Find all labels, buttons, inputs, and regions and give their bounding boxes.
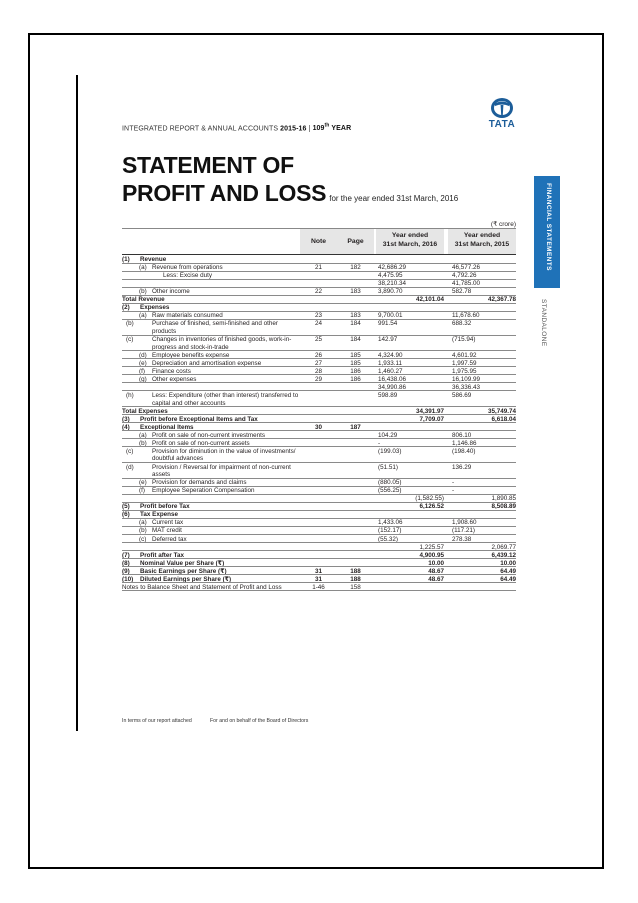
previous-year-detail: 688.32 — [452, 320, 472, 328]
previous-year-detail: 1,975.95 — [452, 367, 477, 375]
current-year-total: 34,391.97 — [415, 407, 444, 415]
row-number: (c) — [139, 535, 147, 543]
row-label-text: Employee Seperation Compensation — [152, 487, 255, 495]
note-cell: 31 — [314, 575, 322, 583]
table-row — [122, 576, 516, 584]
page-cell: 182 — [350, 264, 361, 272]
current-year-detail: 34,990.86 — [378, 383, 407, 391]
row-number: (a) — [139, 264, 147, 272]
previous-year-detail: (198.40) — [452, 447, 476, 455]
previous-year-detail: 582.78 — [452, 288, 472, 296]
row-label-text: Expenses — [140, 304, 170, 312]
note-cell: 29 — [314, 375, 322, 383]
current-year-detail: 104.29 — [378, 431, 398, 439]
previous-year-total: 8,508.89 — [491, 503, 516, 511]
report-header — [122, 123, 351, 132]
table-row — [122, 487, 516, 495]
row-label-text: Total Expenses — [122, 407, 168, 415]
row-number: (e) — [139, 359, 147, 367]
current-year-detail: 9,700.01 — [378, 312, 403, 320]
row-label-text: Basic Earnings per Share (₹) — [140, 567, 227, 575]
table-row — [122, 256, 516, 264]
table-row — [122, 432, 516, 440]
previous-year-detail: 1,997.59 — [452, 359, 477, 367]
header-edition-sup: th — [324, 123, 330, 129]
page-column-header: Page — [347, 238, 364, 245]
row-label-text: Profit on sale of non-current investments — [152, 431, 266, 439]
row-label — [122, 464, 302, 479]
previous-year-detail: 4,601.92 — [452, 351, 477, 359]
table-row — [122, 495, 516, 503]
row-number: (b) — [139, 527, 147, 535]
row-label-text: Employee benefits expense — [152, 351, 230, 359]
page-cell: 184 — [350, 320, 361, 328]
current-year-detail: 3,890.70 — [378, 288, 403, 296]
current-year-detail: 4,475.95 — [378, 272, 403, 280]
current-year-detail: (199.03) — [378, 447, 402, 455]
note-cell: 22 — [314, 288, 322, 296]
current-year-detail: (556.25) — [378, 487, 402, 495]
row-number: (b) — [126, 320, 134, 328]
current-year-total: 6,126.52 — [419, 503, 444, 511]
row-label-text: Revenue — [140, 256, 167, 263]
header-edition: 109 — [312, 125, 325, 133]
row-label-text: Current tax — [152, 519, 184, 527]
page-title-line2 — [122, 180, 458, 207]
row-label-text: Provision / Reversal for impairment of non-current assets — [152, 463, 291, 479]
previous-year-detail: 1,908.60 — [452, 519, 477, 527]
current-year-detail: 1,933.11 — [378, 359, 403, 367]
table-row — [122, 360, 516, 368]
table-row — [122, 464, 516, 479]
tata-logo-icon — [490, 97, 514, 119]
current-year-detail: 4,324.90 — [378, 351, 403, 359]
row-label-text: Profit before Exceptional Items and Tax — [140, 415, 258, 423]
current-year-detail: (880.05) — [378, 479, 402, 487]
note-cell: 25 — [314, 336, 322, 344]
row-label-text: Provision for demands and claims — [152, 479, 247, 487]
table-row — [122, 408, 516, 416]
row-label-text: Exceptional Items — [140, 423, 194, 431]
table-row — [122, 264, 516, 272]
previous-year-total: 64.49 — [500, 575, 516, 583]
row-label — [122, 448, 302, 463]
current-year-total: 10.00 — [428, 559, 444, 567]
row-label-text: Finance costs — [152, 367, 191, 375]
table-row — [122, 568, 516, 576]
row-number: (2) — [122, 304, 130, 312]
row-number: (b) — [139, 288, 147, 296]
current-year-detail: 1,433.06 — [378, 519, 403, 527]
row-label-text: Less: Excise duty — [163, 272, 212, 280]
row-number: (f) — [139, 367, 145, 375]
current-year-total: (1,582.55) — [415, 495, 444, 503]
previous-year-total: 42,367.78 — [487, 296, 516, 304]
page-cell: 188 — [350, 575, 361, 583]
row-label-text: Notes to Balance Sheet and Statement of Profit and Loss — [122, 583, 282, 591]
table-row — [122, 384, 516, 392]
page-title-line1: STATEMENT OF — [122, 152, 294, 178]
table-row — [122, 296, 516, 304]
current-year-detail: - — [378, 439, 381, 447]
row-label-text: Tax Expense — [140, 511, 179, 519]
row-number: (9) — [122, 567, 130, 575]
previous-year-detail: 1,146.86 — [452, 439, 477, 447]
row-number: (d) — [139, 351, 147, 359]
row-number: (1) — [122, 256, 130, 263]
table-row — [122, 544, 516, 552]
row-label — [122, 392, 302, 407]
row-number: (10) — [122, 575, 134, 583]
current-year-total: 42,101.04 — [415, 296, 444, 304]
table-row — [122, 536, 516, 544]
footnote-right: For and on behalf of the Board of Directors — [210, 718, 309, 724]
page-cell: 183 — [350, 312, 361, 320]
row-label-text: Deferred tax — [152, 535, 187, 543]
table-row — [122, 448, 516, 463]
table-row — [122, 288, 516, 296]
previous-year-total: 35,749.74 — [487, 407, 516, 415]
row-label — [122, 336, 302, 351]
page-cell: 185 — [350, 359, 361, 367]
previous-year-detail: (715.94) — [452, 336, 476, 344]
margin-line — [76, 75, 78, 731]
table-row — [122, 312, 516, 320]
table-row — [122, 416, 516, 424]
table-row — [122, 272, 516, 280]
table-row — [122, 336, 516, 351]
current-year-detail: (152.17) — [378, 527, 402, 535]
row-number: (g) — [139, 375, 147, 383]
current-year-header-line1: Year ended — [391, 232, 429, 239]
table-row — [122, 320, 516, 335]
note-cell: 21 — [314, 264, 322, 272]
row-number: (b) — [139, 439, 147, 447]
table-row — [122, 280, 516, 288]
row-label-text: Profit on sale of non-current assets — [152, 439, 250, 447]
previous-year-header-line2: 31st March, 2015 — [454, 241, 510, 248]
tata-logo — [484, 97, 520, 135]
table-row — [122, 392, 516, 407]
previous-year-total: 10.00 — [500, 559, 516, 567]
row-label-text: Nominal Value per Share (₹) — [140, 559, 225, 567]
row-label-text: Raw materials consumed — [152, 312, 223, 320]
page-cell: 183 — [350, 288, 361, 296]
note-cell: 23 — [314, 312, 322, 320]
page-cell: 158 — [350, 583, 361, 591]
row-number: (a) — [139, 519, 147, 527]
previous-year-total: 2,069.77 — [491, 543, 516, 551]
row-label-text: Purchase of finished, semi-finished and other products — [152, 320, 279, 335]
previous-year-header — [448, 231, 516, 249]
row-number: (a) — [139, 312, 147, 320]
current-year-detail: (51.51) — [378, 463, 398, 471]
table-row — [122, 376, 516, 384]
row-number: (a) — [139, 431, 147, 439]
side-tab-label: FINANCIAL STATEMENTS — [545, 183, 552, 271]
previous-year-detail: 586.69 — [452, 391, 472, 399]
previous-year-detail: 136.29 — [452, 463, 472, 471]
row-number: (e) — [139, 479, 147, 487]
row-label-text: Profit after Tax — [140, 551, 184, 559]
note-cell: 26 — [314, 351, 322, 359]
previous-year-detail: - — [452, 487, 455, 495]
table-row — [122, 304, 516, 312]
previous-year-detail: (117.21) — [452, 527, 475, 535]
row-number: (f) — [139, 487, 145, 495]
table-row — [122, 511, 516, 519]
current-year-detail: 42,686.29 — [378, 264, 407, 272]
table-row — [122, 352, 516, 360]
row-number: (5) — [122, 503, 130, 511]
note-cell: 1-46 — [312, 583, 325, 591]
table-row — [122, 368, 516, 376]
page-subtitle: for the year ended 31st March, 2016 — [329, 194, 459, 203]
row-label-text: Other income — [152, 288, 190, 296]
previous-year-detail: 4,792.26 — [452, 272, 477, 280]
note-cell: 24 — [314, 320, 322, 328]
current-year-header-line2: 31st March, 2016 — [382, 241, 438, 248]
header-separator: | — [306, 125, 313, 133]
note-cell: 31 — [314, 567, 322, 575]
logo-wordmark: TATA — [488, 119, 516, 130]
page-cell: 187 — [350, 423, 361, 431]
row-number: (4) — [122, 423, 130, 431]
row-label-text: MAT credit — [152, 527, 182, 535]
current-year-detail: 991.54 — [378, 320, 398, 328]
current-year-total: 4,900.95 — [419, 551, 444, 559]
row-label-text: Changes in inventories of finished goods, work-in-progress and stock-in-trade — [152, 336, 292, 351]
current-year-detail: (55.32) — [378, 535, 398, 543]
current-year-total: 48.67 — [428, 575, 444, 583]
page-cell: 185 — [350, 351, 361, 359]
previous-year-detail: 11,678.60 — [452, 312, 480, 320]
table-row — [122, 527, 516, 535]
current-year-total: 1,225.57 — [419, 543, 444, 551]
note-column-header: Note — [310, 238, 327, 245]
row-label-text: Total Revenue — [122, 296, 165, 304]
row-number: (6) — [122, 511, 130, 519]
row-label — [122, 320, 302, 335]
page-title-main: PROFIT AND LOSS — [122, 180, 327, 206]
current-year-total: 7,709.07 — [419, 415, 444, 423]
row-label-text: Other expenses — [152, 375, 197, 383]
standalone-label: STANDALONE — [540, 299, 547, 347]
table-row — [122, 560, 516, 568]
table-row — [122, 519, 516, 527]
header-prefix: INTEGRATED REPORT & ANNUAL ACCOUNTS — [122, 125, 281, 133]
previous-year-detail: 46,577.26 — [452, 264, 481, 272]
previous-year-total: 64.49 — [500, 567, 516, 575]
table-row — [122, 503, 516, 511]
row-label-text: Depreciation and amortisation expense — [152, 359, 262, 367]
header-years: 2015-16 — [280, 125, 307, 133]
row-number: (c) — [126, 336, 134, 344]
row-number: (d) — [126, 463, 134, 471]
row-rule — [122, 590, 516, 591]
current-year-header — [376, 231, 444, 249]
current-year-total: 48.67 — [428, 567, 444, 575]
current-year-detail: 598.89 — [378, 391, 398, 399]
current-year-detail: 142.97 — [378, 336, 398, 344]
previous-year-total: 6,618.04 — [491, 415, 516, 423]
page-cell: 184 — [350, 336, 361, 344]
row-label-text: Provision for diminution in the value of investments/ doubtful advances — [152, 447, 296, 463]
previous-year-header-line1: Year ended — [463, 232, 501, 239]
row-label-text: Revenue from operations — [152, 264, 223, 272]
previous-year-detail: 278.38 — [452, 535, 472, 543]
previous-year-detail: 41,785.00 — [452, 280, 481, 288]
row-number: (7) — [122, 551, 130, 559]
row-number: (8) — [122, 559, 130, 567]
table-row — [122, 584, 516, 592]
financial-statements-tab — [534, 176, 560, 288]
currency-unit: (₹ crore) — [490, 221, 516, 228]
current-year-detail: 38,210.34 — [378, 280, 407, 288]
row-number: (c) — [126, 447, 134, 455]
row-label-text: Profit before Tax — [140, 503, 190, 511]
current-year-detail: 16,438.06 — [378, 375, 407, 383]
footnote-left: In terms of our report attached — [122, 718, 192, 724]
table-row — [122, 479, 516, 487]
page-cell: 186 — [350, 375, 361, 383]
previous-year-total: 6,439.12 — [491, 551, 516, 559]
previous-year-detail: 806.10 — [452, 431, 472, 439]
page-cell: 188 — [350, 567, 361, 575]
note-cell: 30 — [314, 423, 322, 431]
previous-year-detail: 16,109.99 — [452, 375, 481, 383]
table-row — [122, 424, 516, 432]
header-rule — [122, 254, 516, 255]
row-label-text: Diluted Earnings per Share (₹) — [140, 575, 232, 583]
note-cell: 28 — [314, 367, 322, 375]
table-row — [122, 440, 516, 448]
note-cell: 27 — [314, 359, 322, 367]
current-year-detail: 1,460.27 — [378, 367, 403, 375]
previous-year-detail: - — [452, 479, 455, 487]
table-row — [122, 552, 516, 560]
previous-year-total: 1,890.85 — [491, 495, 516, 503]
row-number: (3) — [122, 415, 130, 423]
row-label-text: Less: Expenditure (other than interest) transferred to capital and other accounts — [152, 391, 299, 407]
previous-year-detail: 36,336.43 — [452, 383, 481, 391]
page-cell: 186 — [350, 367, 361, 375]
header-edition-suffix: YEAR — [329, 125, 352, 133]
row-number: (h) — [126, 391, 134, 399]
